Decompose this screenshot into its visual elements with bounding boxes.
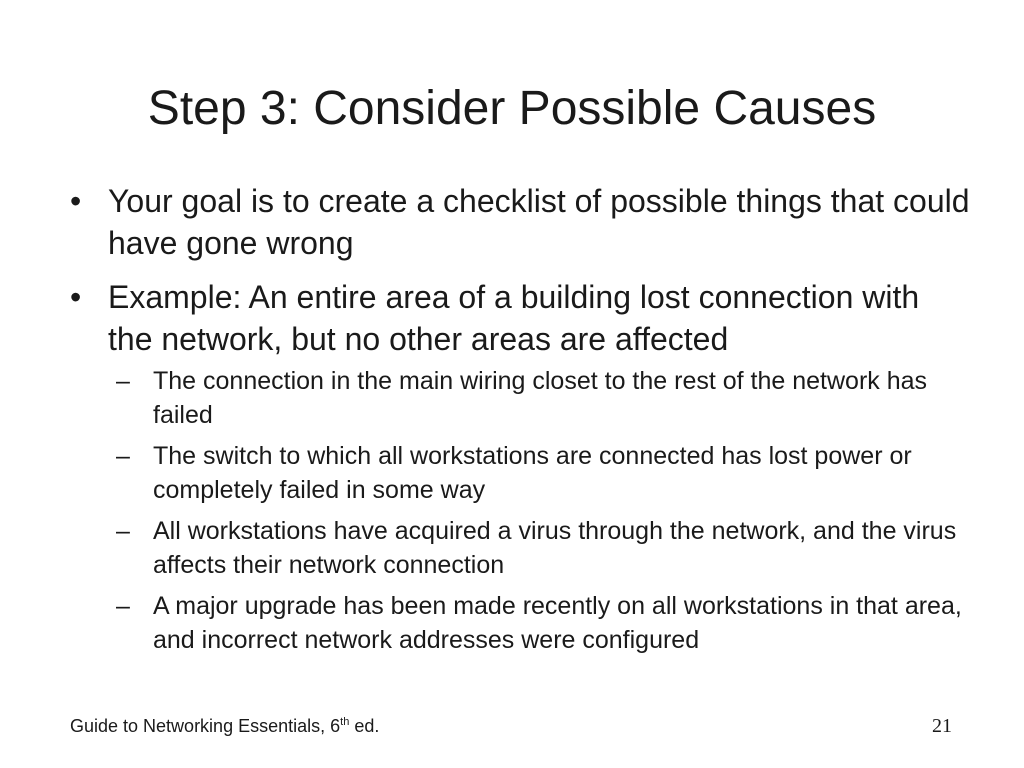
bullet-item: [70, 180, 970, 264]
dash-marker: –: [116, 517, 130, 545]
footer-edition-superscript: th: [340, 716, 350, 728]
dash-marker: –: [116, 367, 130, 395]
sub-bullet-text: The switch to which all workstations are connected has lost power or completely failed in some way: [153, 442, 912, 504]
footer-edition-suffix: ed.: [349, 716, 380, 736]
sub-bullet-item: [108, 514, 970, 582]
dash-marker: –: [116, 442, 130, 470]
sub-bullet-text: A major upgrade has been made recently on all workstations in that area, and incorrect network addresses were configured: [153, 592, 962, 654]
sub-bullet-item: [108, 589, 970, 657]
page-number: 21: [932, 715, 952, 737]
sub-bullet-text: The connection in the main wiring closet to the rest of the network has failed: [153, 367, 928, 429]
bullet-text: Example: An entire area of a building lost connection with the network, but no other areas are affected: [108, 279, 920, 357]
bullet-marker: •: [70, 183, 82, 219]
footer-book-title: [70, 714, 379, 738]
sub-bullet-item: [108, 364, 970, 432]
bullet-list: [70, 180, 970, 669]
bullet-marker: •: [70, 279, 82, 315]
dash-marker: –: [116, 592, 130, 620]
sub-bullet-item: [108, 439, 970, 507]
slide-title: Step 3: Consider Possible Causes: [147, 82, 877, 135]
sub-bullet-text: All workstations have acquired a virus through the network, and the virus affects their network connection: [153, 517, 957, 579]
sub-bullet-list: [108, 364, 970, 657]
bullet-item: [70, 276, 970, 657]
bullet-text: Your goal is to create a checklist of possible things that could have gone wrong: [108, 183, 970, 261]
footer-title-text: Guide to Networking Essentials, 6: [70, 716, 341, 736]
